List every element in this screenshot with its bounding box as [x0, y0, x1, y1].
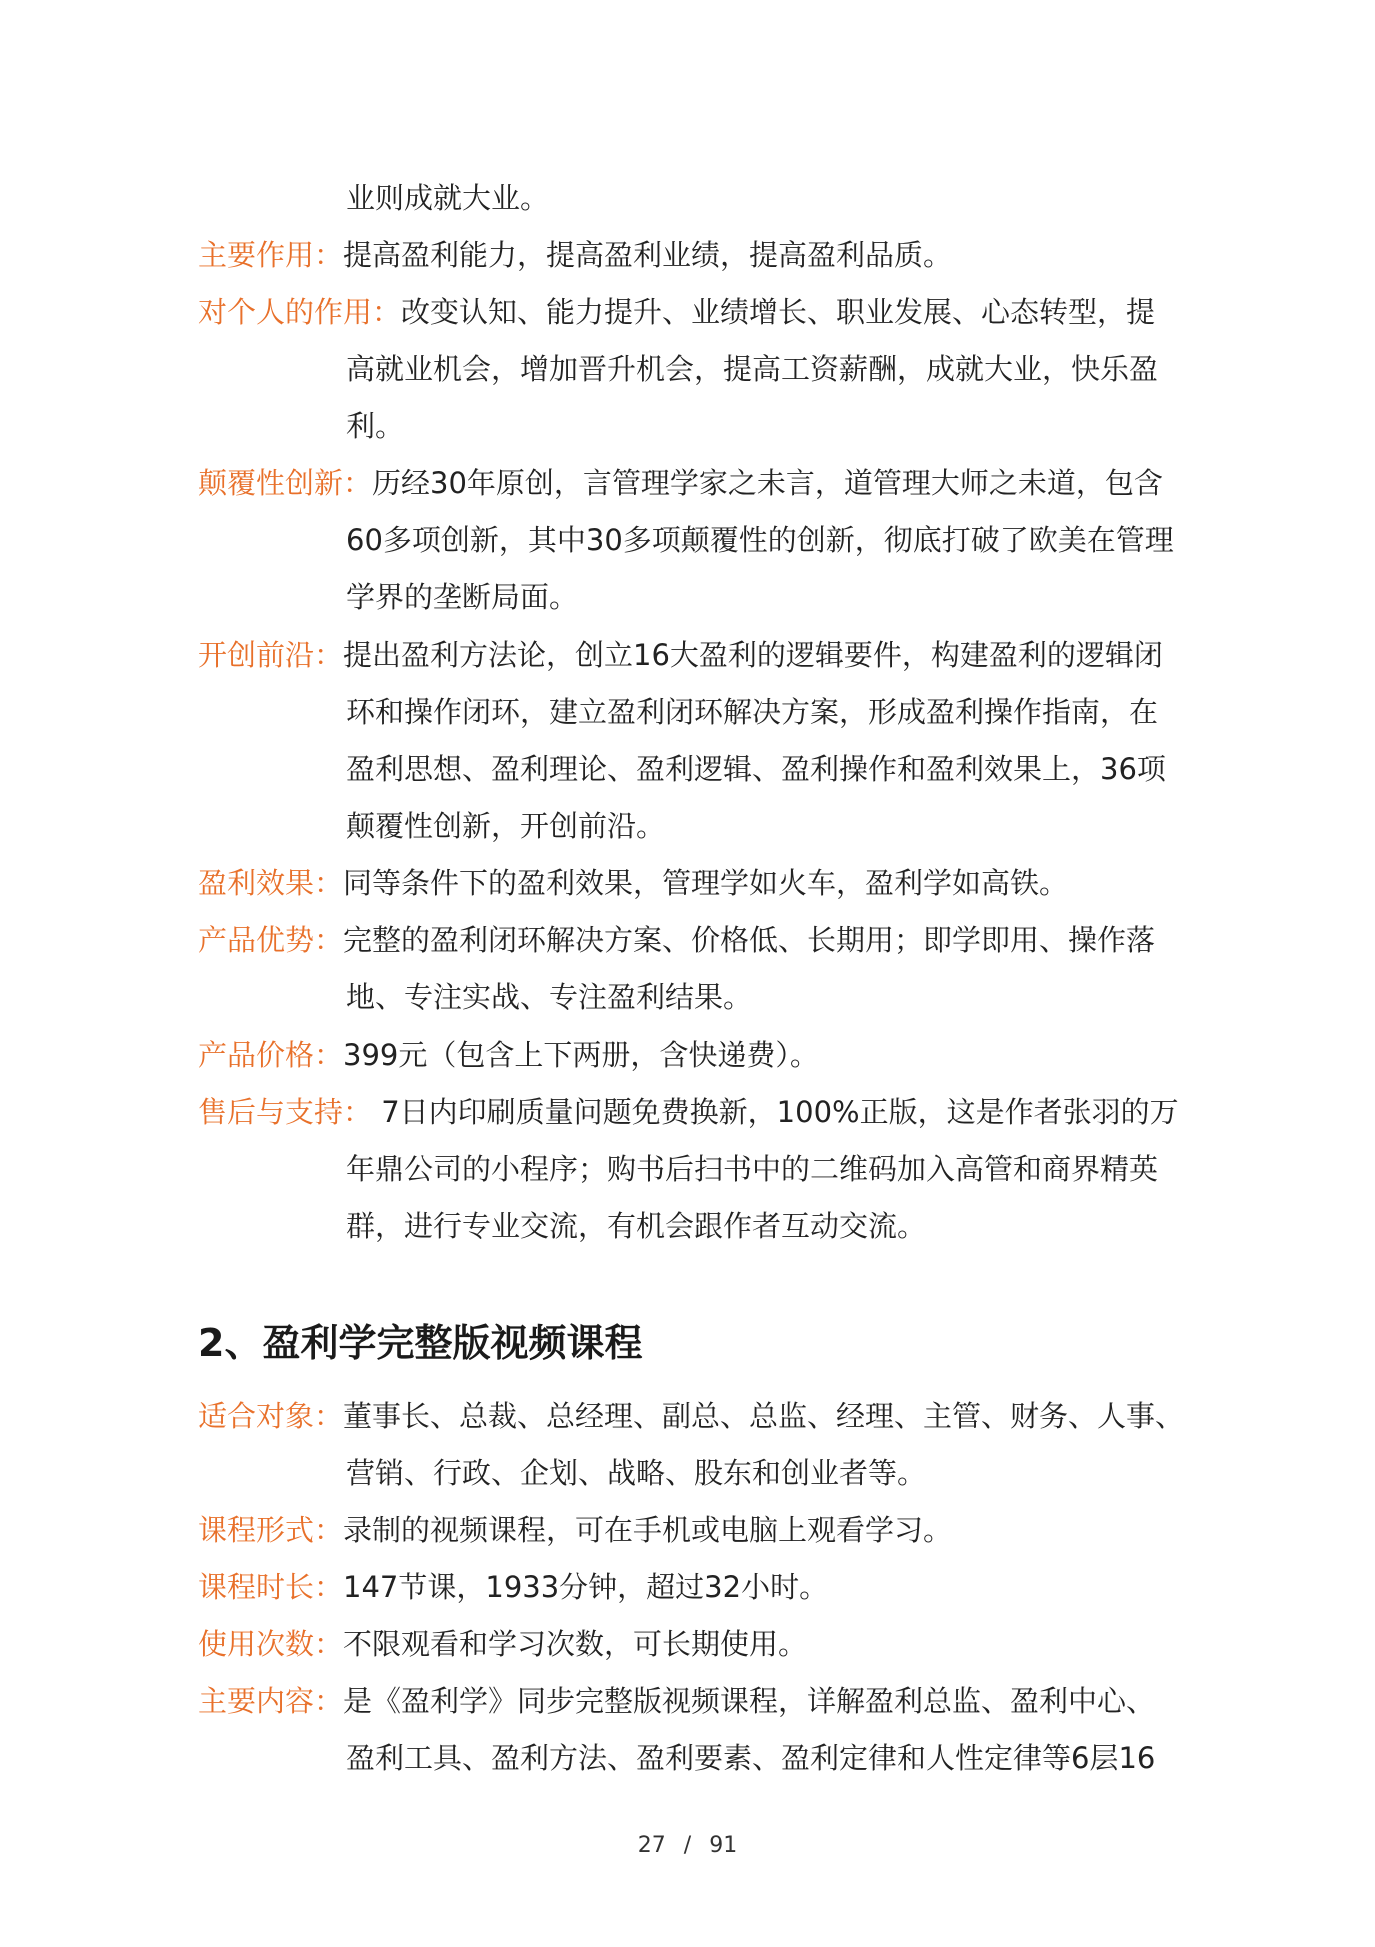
page-number	[0, 1833, 1375, 1858]
entry-text: 录制的视频课程，可在手机或电脑上观看学习。	[343, 1513, 953, 1547]
entry-label: 主要内容：	[198, 1684, 344, 1718]
total-pages: 91	[709, 1833, 738, 1858]
entry-label: 对个人的作用：	[198, 295, 402, 329]
entry-after-sales	[198, 1084, 1198, 1255]
entry-label: 产品价格：	[198, 1038, 344, 1072]
entry-text: 7日内印刷质量问题免费换新，100%正版，这是作者张羽的万	[372, 1095, 1179, 1129]
entry-pioneering	[198, 627, 1198, 855]
entry-text: 董事长、总裁、总经理、副总、总监、经理、主管、财务、人事、	[343, 1399, 1185, 1433]
entry-text: 60多项创新，其中30多项颠覆性的创新，彻底打破了欧美在管理	[346, 523, 1174, 557]
entry-text: 盈利工具、盈利方法、盈利要素、盈利定律和人性定律等6层16	[346, 1741, 1156, 1775]
entry-text: 环和操作闭环，建立盈利闭环解决方案，形成盈利操作指南，在	[346, 695, 1159, 729]
entry-text: 是《盈利学》同步完整版视频课程，详解盈利总监、盈利中心、	[343, 1684, 1156, 1718]
entry-text: 年鼎公司的小程序；购书后扫书中的二维码加入高管和商界精英	[346, 1152, 1159, 1186]
entry-label: 颠覆性创新：	[198, 466, 373, 500]
entry-text: 地、专注实战、专注盈利结果。	[346, 980, 753, 1014]
entry-course-duration	[198, 1559, 1198, 1616]
intro-tail: 业则成就大业。	[346, 181, 550, 215]
entry-text: 399元（包含上下两册，含快递费）。	[343, 1038, 819, 1072]
entry-text: 同等条件下的盈利效果，管理学如火车，盈利学如高铁。	[343, 866, 1069, 900]
entry-label: 课程形式：	[198, 1513, 344, 1547]
entry-text: 群，进行专业交流，有机会跟作者互动交流。	[346, 1209, 927, 1243]
page-separator: /	[683, 1833, 692, 1858]
current-page: 27	[637, 1833, 666, 1858]
entry-target-audience	[198, 1388, 1198, 1502]
entry-product-advantage	[198, 912, 1198, 1026]
entry-personal-function	[198, 284, 1198, 455]
entry-usage-count	[198, 1616, 1198, 1673]
entry-text: 营销、行政、企划、战略、股东和创业者等。	[346, 1456, 927, 1490]
entry-text: 利。	[346, 409, 405, 443]
entry-text: 不限观看和学习次数，可长期使用。	[343, 1627, 808, 1661]
entry-main-function	[198, 227, 1198, 284]
entry-text: 历经30年原创，言管理学家之未言，道管理大师之未道，包含	[372, 466, 1163, 500]
entry-main-content	[198, 1673, 1198, 1787]
entry-product-price	[198, 1027, 1198, 1084]
entry-label: 使用次数：	[198, 1627, 344, 1661]
entry-label: 开创前沿：	[198, 638, 344, 672]
entry-text: 提出盈利方法论，创立16大盈利的逻辑要件，构建盈利的逻辑闭	[343, 638, 1163, 672]
section-heading: 2、盈利学完整版视频课程	[198, 1321, 643, 1365]
entry-text: 颠覆性创新，开创前沿。	[346, 809, 666, 843]
entry-text: 完整的盈利闭环解决方案、价格低、长期用；即学即用、操作落	[343, 923, 1156, 957]
entry-text: 改变认知、能力提升、业绩增长、职业发展、心态转型，提	[401, 295, 1156, 329]
intro-continuation	[198, 170, 1198, 227]
entry-label: 盈利效果：	[198, 866, 344, 900]
entry-profit-effect	[198, 855, 1198, 912]
entry-label: 产品优势：	[198, 923, 344, 957]
entry-label: 课程时长：	[198, 1570, 344, 1604]
entry-disruptive-innovation	[198, 455, 1198, 626]
entry-text: 盈利思想、盈利理论、盈利逻辑、盈利操作和盈利效果上，36项	[346, 752, 1166, 786]
entry-text: 学界的垄断局面。	[346, 580, 579, 614]
entry-course-format	[198, 1502, 1198, 1559]
entry-label: 售后与支持：	[198, 1095, 373, 1129]
entry-label: 主要作用：	[198, 238, 344, 272]
entry-label: 适合对象：	[198, 1399, 344, 1433]
entry-text: 提高盈利能力，提高盈利业绩，提高盈利品质。	[343, 238, 953, 272]
entry-text: 高就业机会，增加晋升机会，提高工资薪酬，成就大业，快乐盈	[346, 352, 1159, 386]
entry-text: 147节课，1933分钟，超过32小时。	[343, 1570, 829, 1604]
